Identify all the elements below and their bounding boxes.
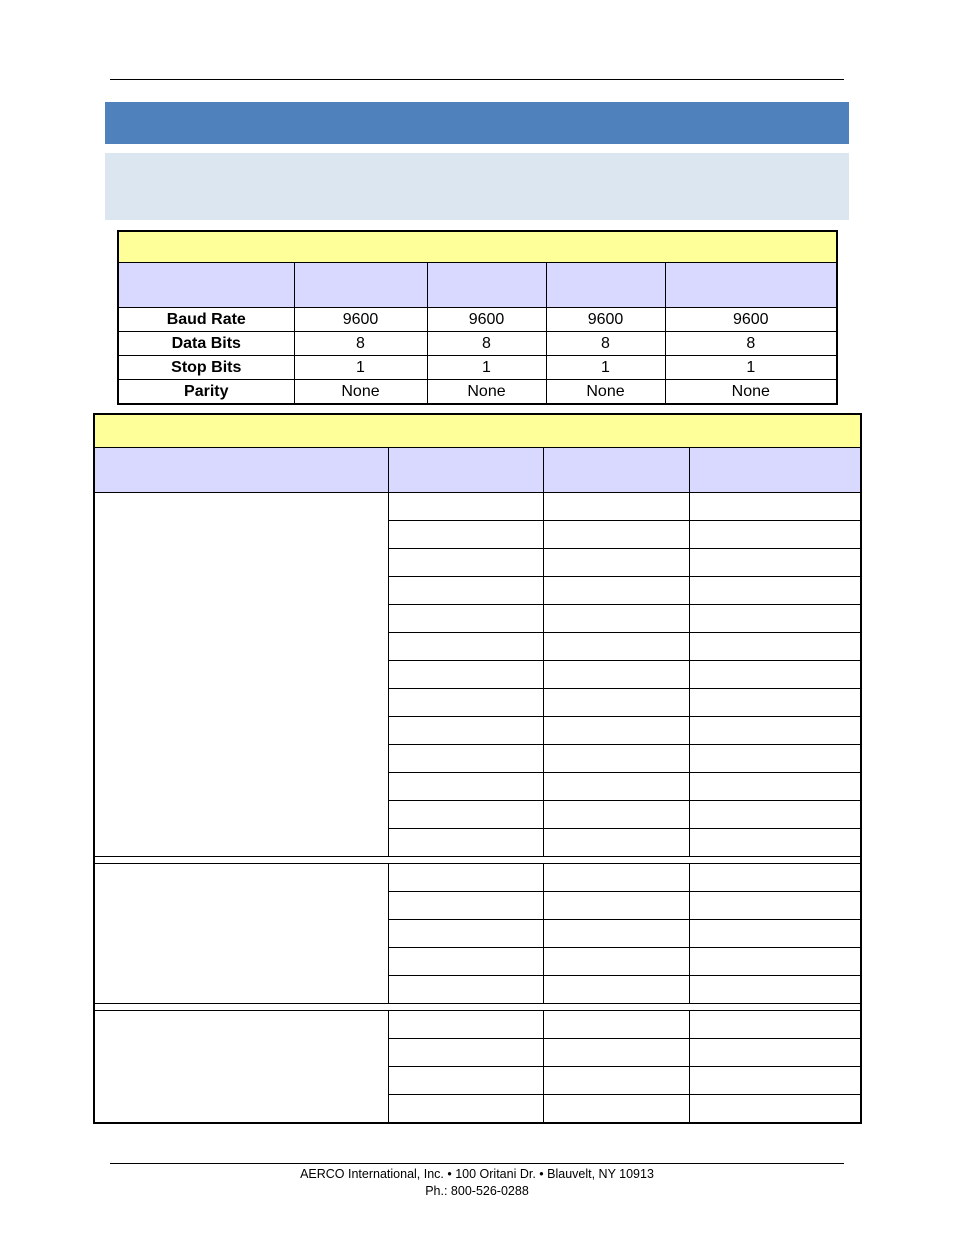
- cell-value: 9600: [665, 308, 837, 332]
- table-cell: [543, 493, 689, 521]
- table-cell: [689, 745, 861, 773]
- table-cell: [689, 577, 861, 605]
- table-title-row: [94, 414, 861, 448]
- table-cell: [689, 633, 861, 661]
- table-cell: [689, 493, 861, 521]
- cell-value: 8: [665, 332, 837, 356]
- row-label: Parity: [118, 380, 294, 405]
- register-map-body: [94, 493, 861, 1124]
- section-title-bar: [105, 102, 849, 144]
- table-cell: [543, 549, 689, 577]
- table-cell: [543, 801, 689, 829]
- table-cell: [388, 577, 543, 605]
- table-cell: [543, 1067, 689, 1095]
- table-cell: [543, 605, 689, 633]
- cell-value: None: [546, 380, 665, 405]
- table-cell: [388, 1095, 543, 1124]
- table-cell: [543, 920, 689, 948]
- table-cell: [689, 521, 861, 549]
- table-cell: [543, 717, 689, 745]
- cell-value: 1: [294, 356, 427, 380]
- table-cell: [388, 773, 543, 801]
- cell-value: 9600: [546, 308, 665, 332]
- cell-value: 1: [665, 356, 837, 380]
- header-rule: [110, 79, 844, 80]
- table-cell: [388, 689, 543, 717]
- footer-rule: [110, 1163, 844, 1164]
- table-cell: [689, 1011, 861, 1039]
- table-cell: [388, 1067, 543, 1095]
- cell-value: None: [665, 380, 837, 405]
- cell-value: 8: [294, 332, 427, 356]
- table-cell: [689, 976, 861, 1004]
- table-cell: [543, 948, 689, 976]
- table-cell: [689, 1095, 861, 1124]
- group-separator: [94, 1004, 861, 1011]
- table-cell: [388, 633, 543, 661]
- table-cell: [689, 864, 861, 892]
- table-cell: [388, 549, 543, 577]
- table-cell: [388, 605, 543, 633]
- table-cell: [689, 773, 861, 801]
- table-cell: [543, 1011, 689, 1039]
- row-label: Stop Bits: [118, 356, 294, 380]
- table-cell: [388, 864, 543, 892]
- table-cell: [543, 864, 689, 892]
- communication-settings-table: [117, 230, 838, 405]
- table-cell: [388, 493, 543, 521]
- table-cell: [689, 605, 861, 633]
- table-cell: [543, 661, 689, 689]
- table-cell: [543, 1039, 689, 1067]
- table-row-baud-rate: [118, 308, 837, 332]
- table-cell: [388, 661, 543, 689]
- table-cell: [543, 633, 689, 661]
- table-cell: [689, 948, 861, 976]
- table-row: [94, 493, 861, 521]
- table-cell: [689, 549, 861, 577]
- table-cell: [388, 1011, 543, 1039]
- table-cell: [543, 892, 689, 920]
- table-cell: [689, 1067, 861, 1095]
- cell-value: 1: [427, 356, 546, 380]
- table-header-row: [118, 263, 837, 308]
- table-cell: [689, 1039, 861, 1067]
- table-cell: [543, 1095, 689, 1124]
- table-cell: [543, 745, 689, 773]
- row-label: Baud Rate: [118, 308, 294, 332]
- cell-value: 9600: [294, 308, 427, 332]
- row-label: Data Bits: [118, 332, 294, 356]
- table-row-stop-bits: [118, 356, 837, 380]
- group-cell: [94, 493, 388, 857]
- table-cell: [388, 521, 543, 549]
- cell-value: 9600: [427, 308, 546, 332]
- cell-value: 1: [546, 356, 665, 380]
- table-row-data-bits: [118, 332, 837, 356]
- table-cell: [689, 920, 861, 948]
- table-cell: [543, 689, 689, 717]
- table-cell: [689, 892, 861, 920]
- table-cell: [543, 976, 689, 1004]
- cell-value: 8: [546, 332, 665, 356]
- cell-value: 8: [427, 332, 546, 356]
- table-cell: [543, 521, 689, 549]
- register-map-table: [93, 413, 862, 1124]
- table-cell: [689, 801, 861, 829]
- table-cell: [388, 920, 543, 948]
- table-cell: [388, 801, 543, 829]
- table-row: [94, 864, 861, 892]
- group-cell: [94, 864, 388, 1004]
- table-cell: [388, 745, 543, 773]
- table-cell: [543, 773, 689, 801]
- table-cell: [388, 948, 543, 976]
- table-cell: [689, 689, 861, 717]
- table-cell: [543, 577, 689, 605]
- table-cell: [388, 829, 543, 857]
- table-cell: [543, 829, 689, 857]
- table-row: [94, 1011, 861, 1039]
- table-cell: [388, 717, 543, 745]
- table-header-row: [94, 448, 861, 493]
- footer-phone: Ph.: 800-526-0288: [425, 1184, 529, 1198]
- table-row-parity: [118, 380, 837, 405]
- table-cell: [689, 661, 861, 689]
- footer-address: AERCO International, Inc. • 100 Oritani Dr. • Blauvelt, NY 10913: [300, 1167, 654, 1181]
- group-separator: [94, 857, 861, 864]
- cell-value: None: [294, 380, 427, 405]
- table-cell: [689, 717, 861, 745]
- group-cell: [94, 1011, 388, 1124]
- section-description-bar: [105, 153, 849, 220]
- table-cell: [689, 829, 861, 857]
- table-cell: [388, 976, 543, 1004]
- table-cell: [388, 892, 543, 920]
- table-cell: [388, 1039, 543, 1067]
- table-title-row: [118, 231, 837, 263]
- cell-value: None: [427, 380, 546, 405]
